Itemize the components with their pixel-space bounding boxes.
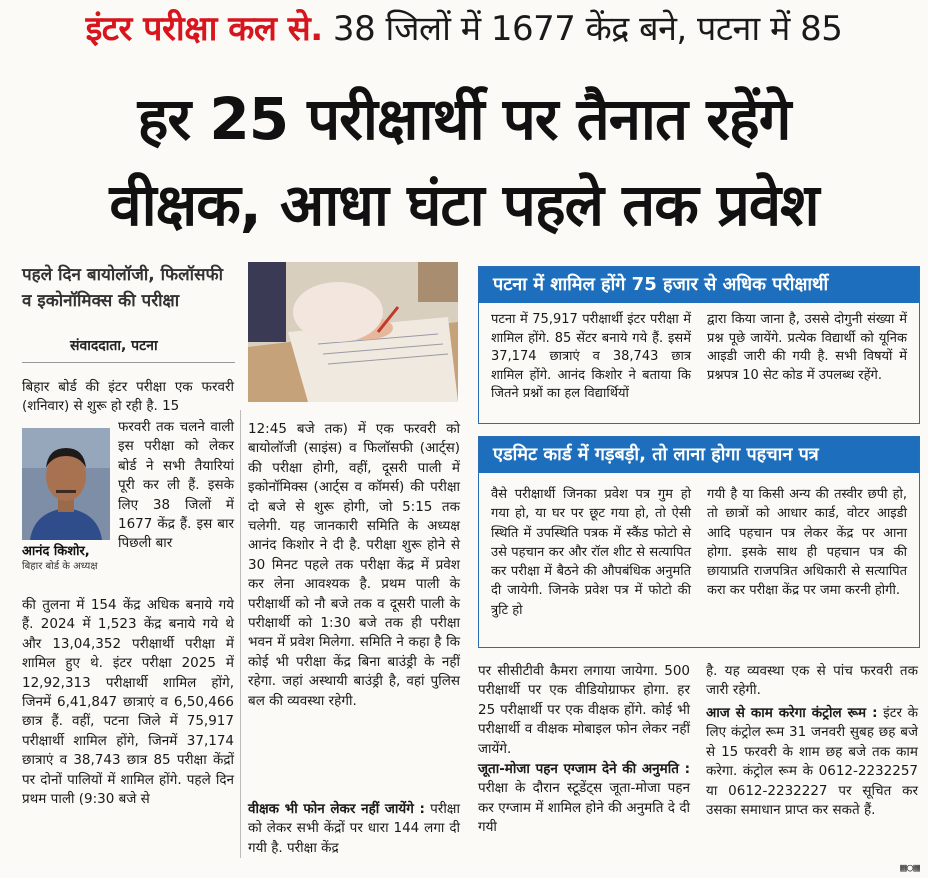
col2-sub-text: परीक्षा को लेकर सभी केंद्रों पर धारा 144 लगा दी गयी है. परीक्षा केंद्र [248, 801, 460, 856]
headline-line-1: हर 25 परीक्षार्थी पर तैनात रहेंगे [137, 85, 791, 153]
col3-sub-text: परीक्षा के दौरान स्टूडेंट्स जूता-मोजा पहन कर एग्जाम में शामिल होने की अनुमति दे दी गयी [478, 780, 690, 836]
portrait-caption [22, 544, 112, 574]
box2-right: गयी है या किसी अन्य की तस्वीर छपी हो, तो छात्रों को आधार कार्ड, वोटर आइडी आदि पहचान पत्र लेकर केंद्र पर आना होगा. इसके साथ ही पहचान पत्र की छायाप्रति राजपत्रित अधिकारी से सत्यापित करा कर परीक्षा केंद्र पर जमा करनी होगी. [707, 487, 907, 599]
col4-text: है. यह व्यवस्था एक से पांच फरवरी तक जारी रहेगी. [706, 663, 918, 699]
exam-photo [248, 262, 458, 402]
col4-subsection [706, 704, 918, 820]
col2-sub-title: वीक्षक भी फोन लेकर नहीं जायेंगे : [248, 801, 425, 817]
byline: संवाददाता, पटना [70, 338, 158, 354]
box2-title: एडमिट कार्ड में गड़बड़ी, तो लाना होगा पहचान पत्र [479, 437, 919, 473]
col1-rest: की तुलना में 154 केंद्र अधिक बनाये गये हैं. 2024 में 1,523 केंद्र बनाये गये थे और 13,04,352 परीक्षार्थी परीक्षा में शामिल हुए थे. इंटर परीक्षा 2025 में 12,92,313 परीक्षार्थी शामिल होंगे, जिनमें 6,41,847 छात्राएं व 6,50,466 छात्र हैं. वहीं, पटना जिले में 75,917 परीक्षार्थी शामिल होंगे, जिनमें 37,174 छात्राएं व 38,743 छात्र 85 परीक्षा केंद्रों पर दोनों पालियों में शामिल होंगे. पहले दिन प्रथम पाली (9:30 बजे से [22, 597, 234, 808]
subhead: पहले दिन बायोलॉजी, फिलॉसफी व इकोनॉमिक्स की परीक्षा [22, 265, 224, 311]
col4-sub-text: इंटर के लिए कंट्रोल रूम 31 जनवरी सुबह छह बजे से 15 फरवरी के शाम छह बजे तक काम करेगा. कंट्रोल रूम के 0612-2232257 या 0612-2232227 पर सूचित कर उसका समाधान प्राप्त कर सकते हैं. [706, 705, 918, 819]
box1-left: पटना में 75,917 परीक्षार्थी इंटर परीक्षा में शामिल होंगे. 85 सेंटर बनाये गये हैं. इसमें 37,174 छात्राएं व 38,743 छात्र शामिल होंगे. आनंद किशोर ने बताया कि जितने प्रश्नों का हल विद्यार्थियों [491, 312, 691, 401]
caption-name: आनंद किशोर, [22, 544, 90, 559]
box1-title: पटना में शामिल होंगे 75 हजार से अधिक परीक्षार्थी [479, 267, 919, 303]
col3-sub-title: जूता-मोजा पहन एग्जाम देने की अनुमति : [478, 761, 690, 777]
info-box-patna [478, 266, 920, 424]
kicker-line [0, 4, 928, 50]
kicker-black: 38 जिलों में 1677 केंद्र बने, पटना में 85 [322, 9, 843, 49]
byline-rule [22, 362, 235, 363]
box2-left: वैसे परीक्षार्थी जिनका प्रवेश पत्र गुम हो गया हो, या घर पर छूट गया हो, तो ऐसी स्थिति में उपस्थिति पत्रक में स्कैंड फोटो से उसे पहचान कर और रॉल शीट से सत्यापित कर परीक्षा में बैठने की औपबंधिक अनुमति दी जायेगी. जिनके प्रवेश पत्र में फोटो की त्रुटि हो [491, 487, 691, 618]
kicker-red: इंटर परीक्षा कल से. [85, 9, 323, 49]
column-divider [240, 410, 241, 858]
info-box-admit-card [478, 436, 920, 648]
col3-subsection [478, 760, 690, 838]
col3-text: पर सीसीटीवी कैमरा लगाया जायेगा. 500 परीक्षार्थी पर एक वीडियोग्राफर होगा. हर 25 परीक्षार्थी पर एक वीक्षक होंगे. कोई भी परीक्षार्थी व वीक्षक मोबाइल फोन लेकर नहीं जायेंगे. [478, 663, 690, 757]
col2-text: 12:45 बजे तक) में एक फरवरी को बायोलॉजी (साइंस) व फिलॉसफी (आर्ट्स) की परीक्षा होगी, वहीं, दूसरी पाली में इकोनॉमिक्स (आर्ट्स व कॉमर्स) की परीक्षा दो बजे से शुरू होगी, जो 5:15 तक चलेगी. यह जानकारी समिति के अध्यक्ष आनंद किशोर ने दी है. परीक्षा शुरू होने से 30 मिनट पहले तक परीक्षा केंद्र में प्रवेश कर लेना आवश्यक है. प्रथम पाली के परीक्षार्थी को नौ बजे तक व दूसरी पाली के परीक्षार्थी को 1:30 बजे तक ही परीक्षा भवन में प्रवेश मिलेगा. समिति ने कहा है कि कोई भी परीक्षा केंद्र बिना बाउंड्री के नहीं रहेगा. जहां अस्थायी बाउंड्री है, वहां पुलिस बल की व्यवस्था रहेगी. [248, 421, 460, 709]
headline-line-2: वीक्षक, आधा घंटा पहले तक प्रवेश [109, 171, 819, 239]
box1-right: द्वारा किया जाना है, उससे दोगुनी संख्या में प्रश्न पूछे जायेंगे. प्रत्येक विद्यार्थी को यूनिक आइडी जारी की गयी है. सभी विषयों में प्रश्नपत्र 10 सेट कोड में उपलब्ध रहेंगे. [707, 312, 907, 383]
col1-intro: बिहार बोर्ड की इंटर परीक्षा एक फरवरी (शनिवार) से शुरू हो रही है. 15 [22, 379, 234, 415]
portrait-photo [22, 428, 110, 540]
footer-mark: ▦○▦ [900, 861, 920, 874]
col4-sub-title: आज से काम करेगा कंट्रोल रूम : [706, 705, 878, 721]
col2-subsection [248, 800, 460, 858]
caption-role: बिहार बोर्ड के अध्यक्ष [22, 561, 98, 572]
col1-wrap: फरवरी तक चलने वाली इस परीक्षा को लेकर बोर्ड ने सभी तैयारियां पूरी कर ली हैं. इसके लिए 38 जिलों में 1677 केंद्र हैं. इस बार पिछली बार [118, 419, 234, 552]
